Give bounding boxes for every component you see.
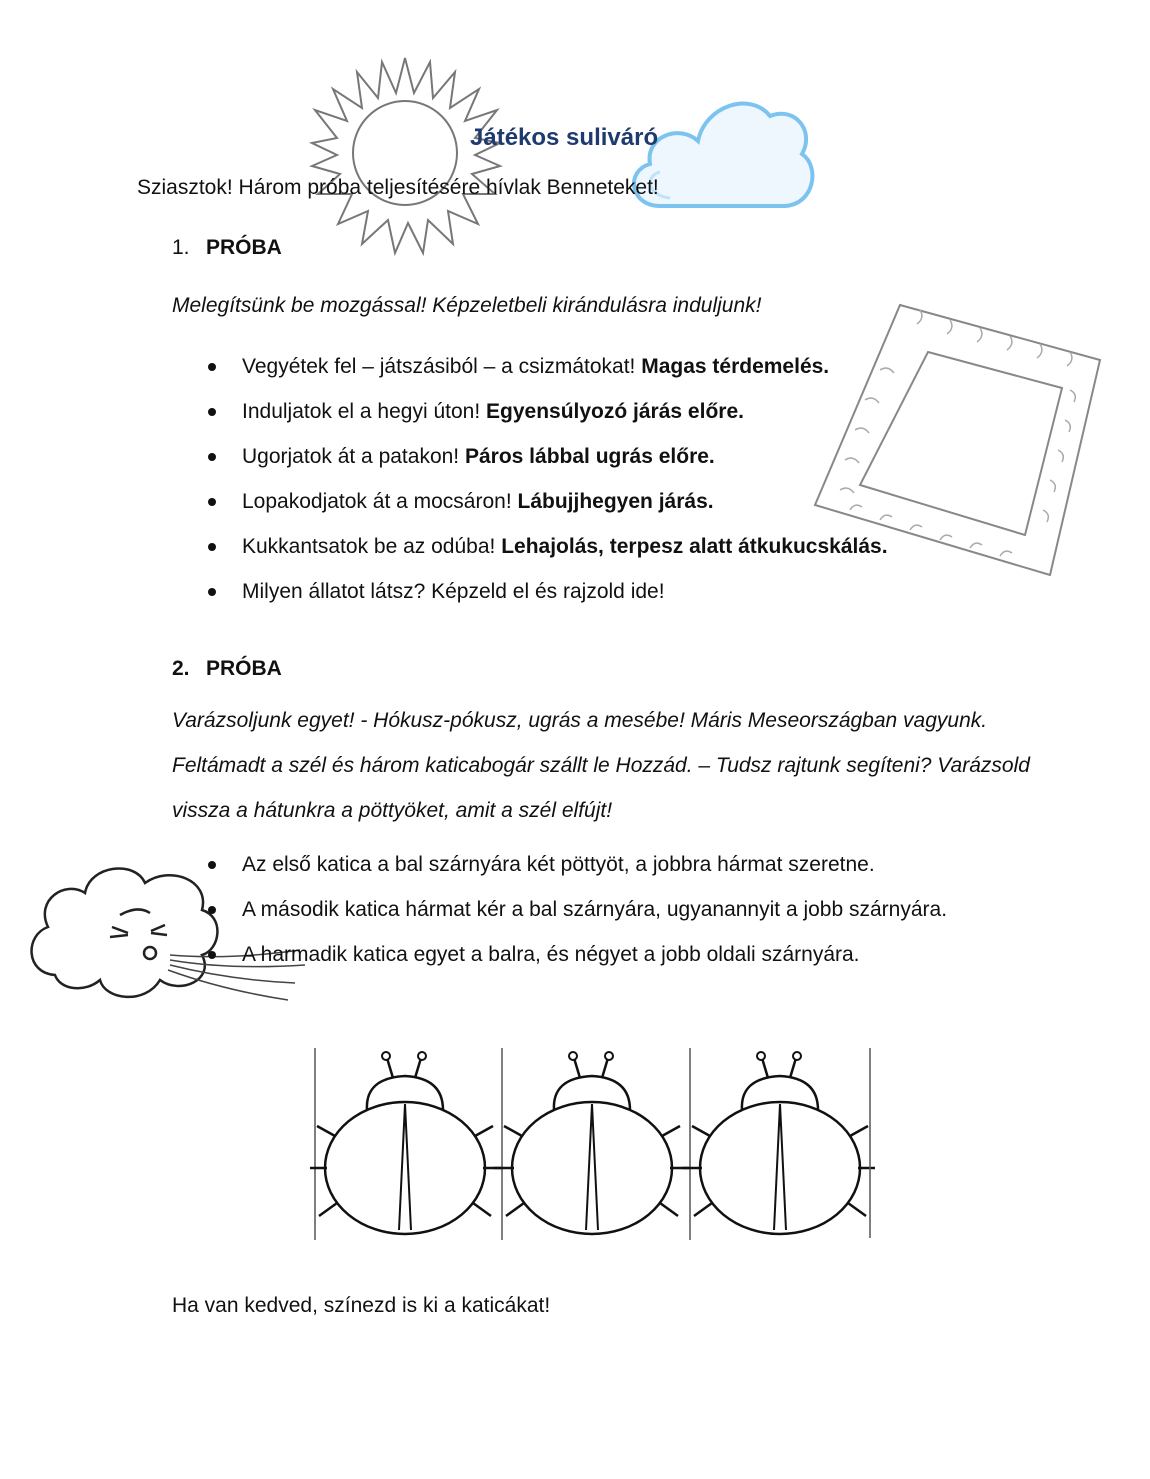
list-item-text: Milyen állatot látsz? Képzeld el és rajzold ide!: [242, 580, 665, 603]
ladybugs-illustration: [310, 1042, 875, 1240]
intro-text: Sziasztok! Három próba teljesítésére hívlak Benneteket!: [137, 176, 659, 199]
bullet-icon: [208, 408, 216, 416]
section-1-heading: [172, 236, 282, 260]
section-2-list: [208, 842, 1008, 977]
section-2-heading: [172, 657, 282, 681]
section-1-title: PRÓBA: [206, 236, 282, 259]
list-item: [208, 524, 988, 569]
section-1-subtitle: Melegítsünk be mozgással! Képzeletbeli kirándulásra induljunk!: [172, 294, 762, 317]
section-1-number: 1.: [172, 236, 190, 259]
bullet-icon: [208, 588, 216, 596]
ladybug-3: [682, 1048, 875, 1240]
cloud-illustration: [620, 86, 820, 226]
list-item-bold: Magas térdemelés.: [641, 355, 830, 378]
sun-illustration: [300, 48, 510, 258]
bullet-icon: [208, 543, 216, 551]
ladybug-2: [494, 1048, 690, 1240]
list-item-text: Az első katica a bal szárnyára két pöttyöt, a jobbra hármat szeretne.: [242, 853, 875, 876]
section-2-number: 2.: [172, 657, 190, 680]
bullet-icon: [208, 453, 216, 461]
bullet-icon: [208, 363, 216, 371]
list-item: [208, 569, 988, 614]
list-item: [208, 842, 1008, 887]
bullet-icon: [208, 861, 216, 869]
list-item-text: Induljatok el a hegyi úton!: [242, 400, 487, 423]
list-item: [208, 344, 988, 389]
closing-text: Ha van kedved, színezd is ki a katicákat!: [172, 1294, 551, 1317]
list-item-bold: Egyensúlyozó járás előre.: [486, 400, 744, 423]
list-item: [208, 389, 988, 434]
list-item-text: A harmadik katica egyet a balra, és négyet a jobb oldali szárnyára.: [242, 943, 860, 966]
section-1-list: [208, 344, 988, 614]
list-item-text: Lopakodjatok át a mocsáron!: [242, 490, 518, 513]
list-item-text: Kukkantsatok be az odúba!: [242, 535, 502, 558]
list-item: [208, 479, 988, 524]
bullet-icon: [208, 498, 216, 506]
list-item-text: Ugorjatok át a patakon!: [242, 445, 465, 468]
list-item-bold: Páros lábbal ugrás előre.: [464, 445, 715, 468]
list-item-text: A második katica hármat kér a bal szárnyára, ugyanannyit a jobb szárnyára.: [242, 898, 948, 921]
list-item: [208, 887, 1008, 932]
list-item: [208, 434, 988, 479]
page-title: Játékos suliváró: [470, 124, 659, 151]
list-item-bold: Lábujjhegyen járás.: [517, 490, 714, 513]
section-2-paragraph: Varázsoljunk egyet! - Hókusz-pókusz, ugrás a mesébe! Máris Meseországban vagyunk. Feltámadt a szél és három katicabogár szállt le Hozzád. – Tudsz rajtunk segíteni? Varázsold vissza a hátunkra a pöttyöket, amit a szél elfújt!: [172, 709, 1030, 822]
list-item-bold: Lehajolás, terpesz alatt átkukucskálás.: [501, 535, 888, 558]
list-item-text: Vegyétek fel – játszásiból – a csizmátokat!: [242, 355, 642, 378]
ladybug-1: [310, 1048, 503, 1240]
section-2-title: PRÓBA: [206, 657, 282, 680]
bullet-icon: [208, 951, 216, 959]
bullet-icon: [208, 906, 216, 914]
list-item: [208, 932, 1008, 977]
